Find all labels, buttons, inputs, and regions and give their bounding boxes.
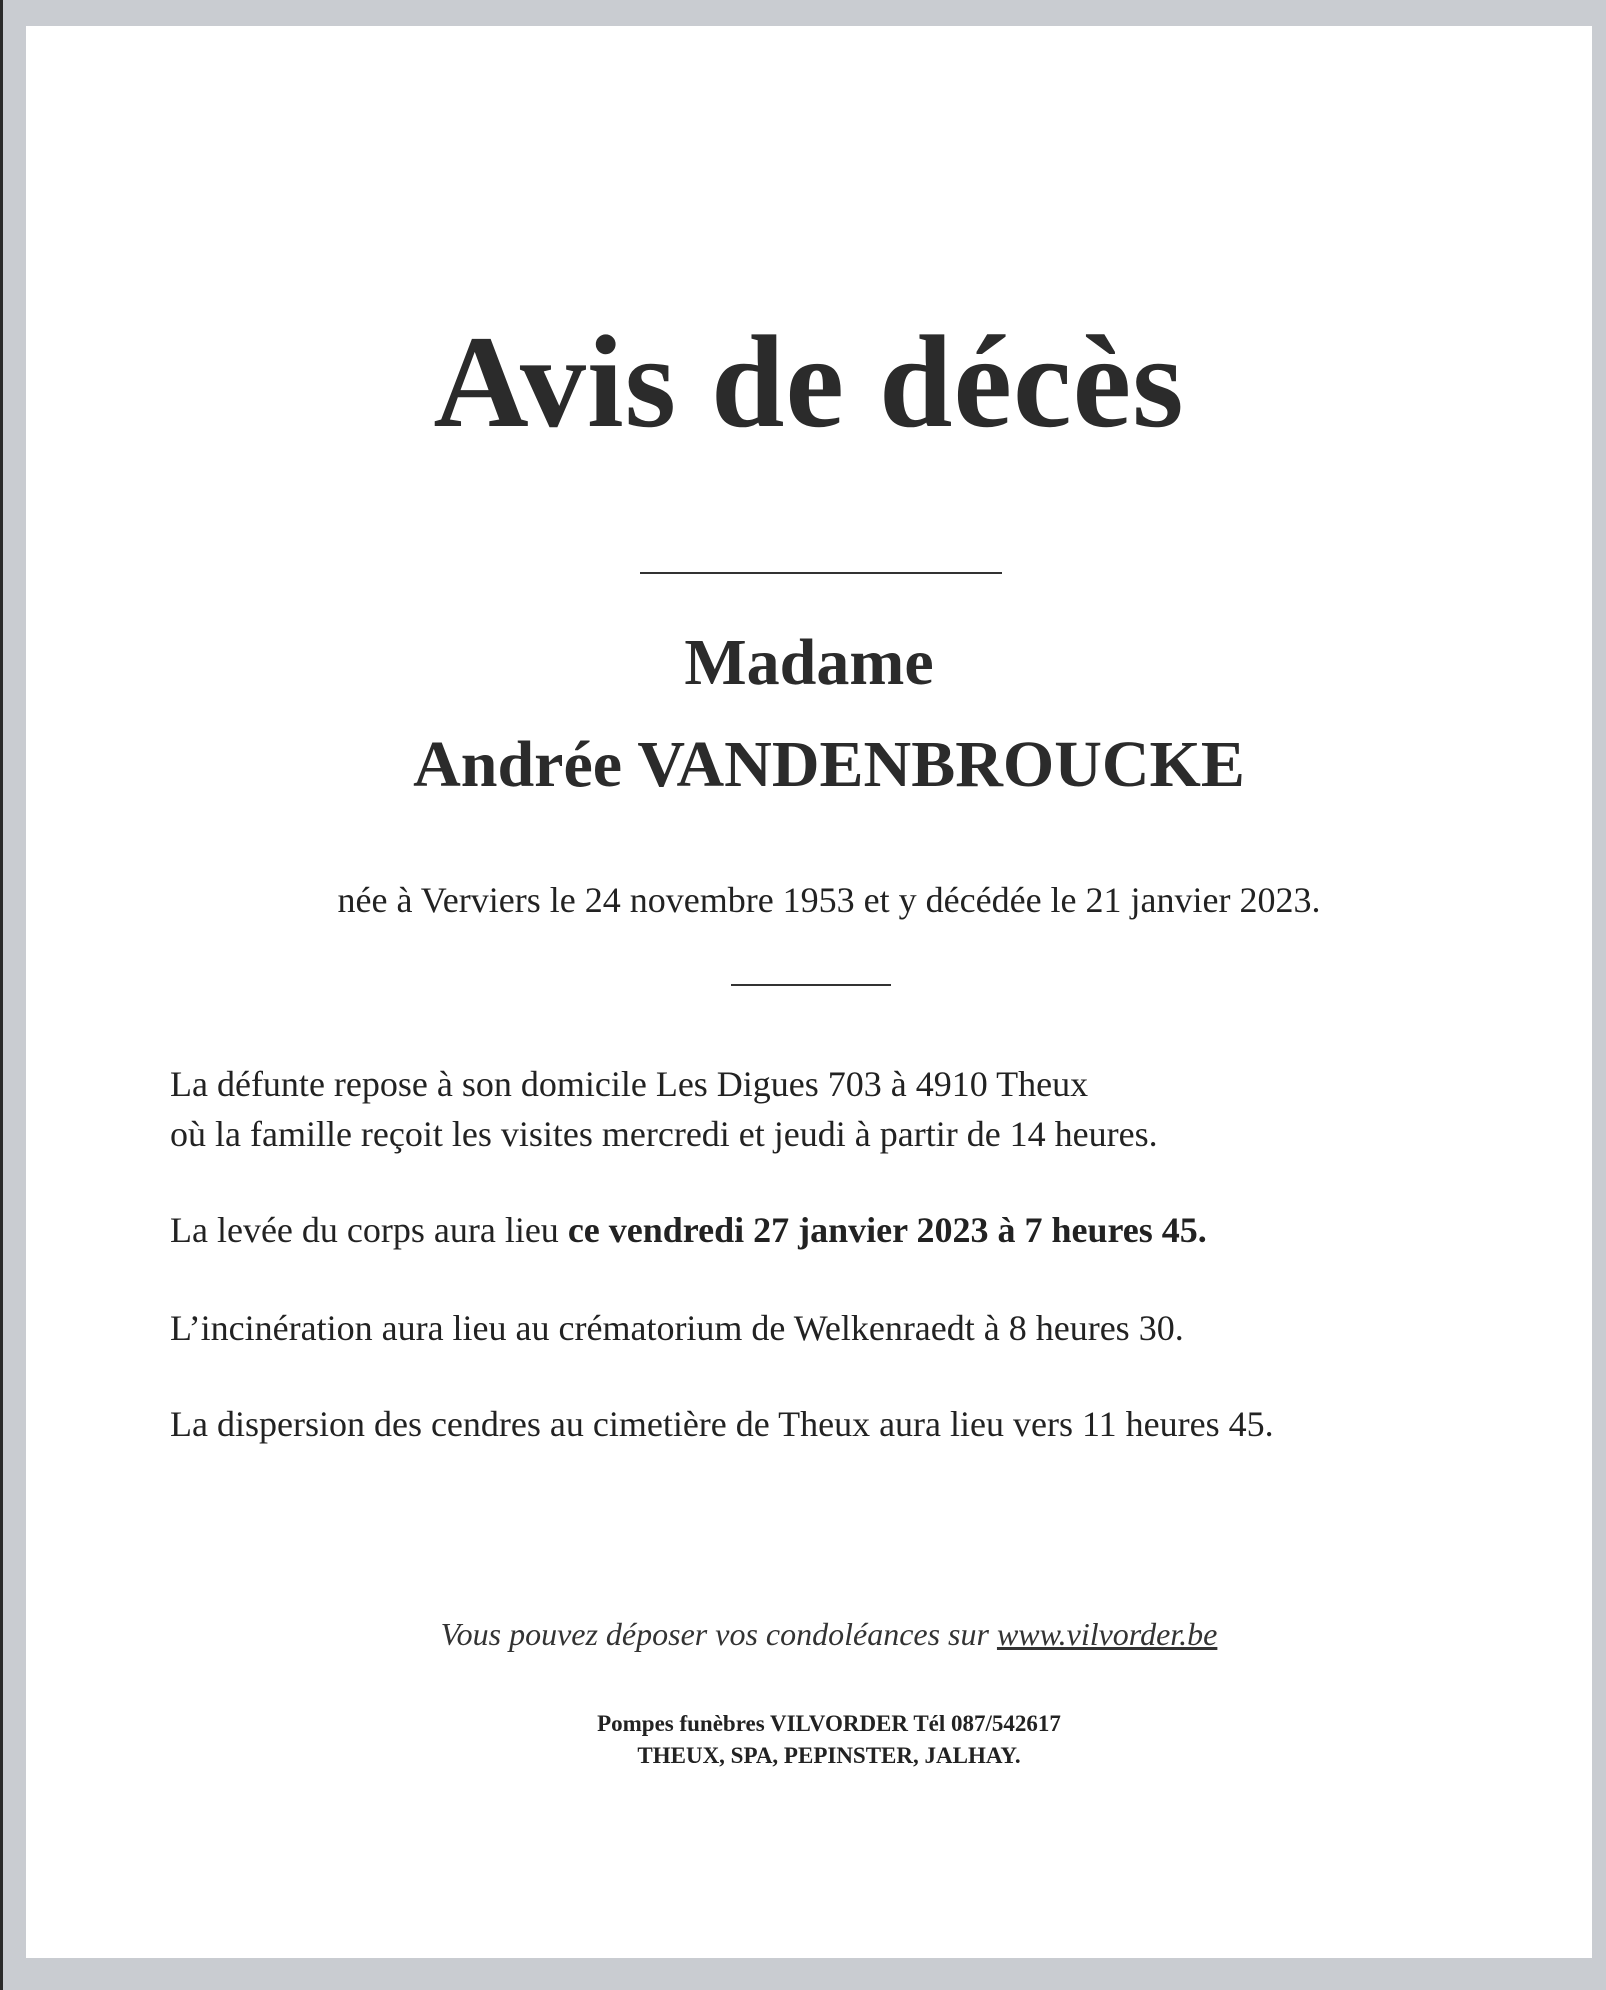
detail-line-departure bbox=[170, 1212, 1207, 1248]
divider-top bbox=[640, 572, 1002, 574]
birth-death-dates: née à Verviers le 24 novembre 1953 et y décédée le 21 janvier 2023. bbox=[337, 880, 1321, 920]
deceased-name: Andrée VANDENBROUCKE bbox=[413, 728, 1245, 801]
scan-edge bbox=[0, 0, 3, 1990]
document-page bbox=[26, 26, 1592, 1958]
deceased-salutation: Madame bbox=[684, 626, 934, 699]
funeral-home-locations: THEUX, SPA, PEPINSTER, JALHAY. bbox=[637, 1743, 1021, 1768]
departure-datetime: ce vendredi 27 janvier 2023 à 7 heures 45. bbox=[567, 1210, 1207, 1250]
condolence-note bbox=[26, 1618, 1592, 1650]
detail-line-visits: où la famille reçoit les visites mercredi et jeudi à partir de 14 heures. bbox=[170, 1114, 1158, 1154]
divider-middle bbox=[731, 984, 891, 986]
condolence-text: Vous pouvez déposer vos condoléances sur bbox=[440, 1616, 997, 1652]
departure-prefix: La levée du corps aura lieu bbox=[170, 1210, 568, 1250]
detail-line-ashes: La dispersion des cendres au cimetière de Theux aura lieu vers 11 heures 45. bbox=[170, 1404, 1274, 1444]
funeral-home-contact: Pompes funèbres VILVORDER Tél 087/542617 bbox=[597, 1711, 1061, 1736]
page-title: Avis de décès bbox=[433, 308, 1185, 455]
detail-line-cremation: L’incinération aura lieu au crématorium de Welkenraedt à 8 heures 30. bbox=[170, 1308, 1184, 1348]
condolence-link[interactable]: www.vilvorder.be bbox=[996, 1616, 1218, 1652]
detail-line-visitation: La défunte repose à son domicile Les Digues 703 à 4910 Theux bbox=[170, 1064, 1089, 1104]
